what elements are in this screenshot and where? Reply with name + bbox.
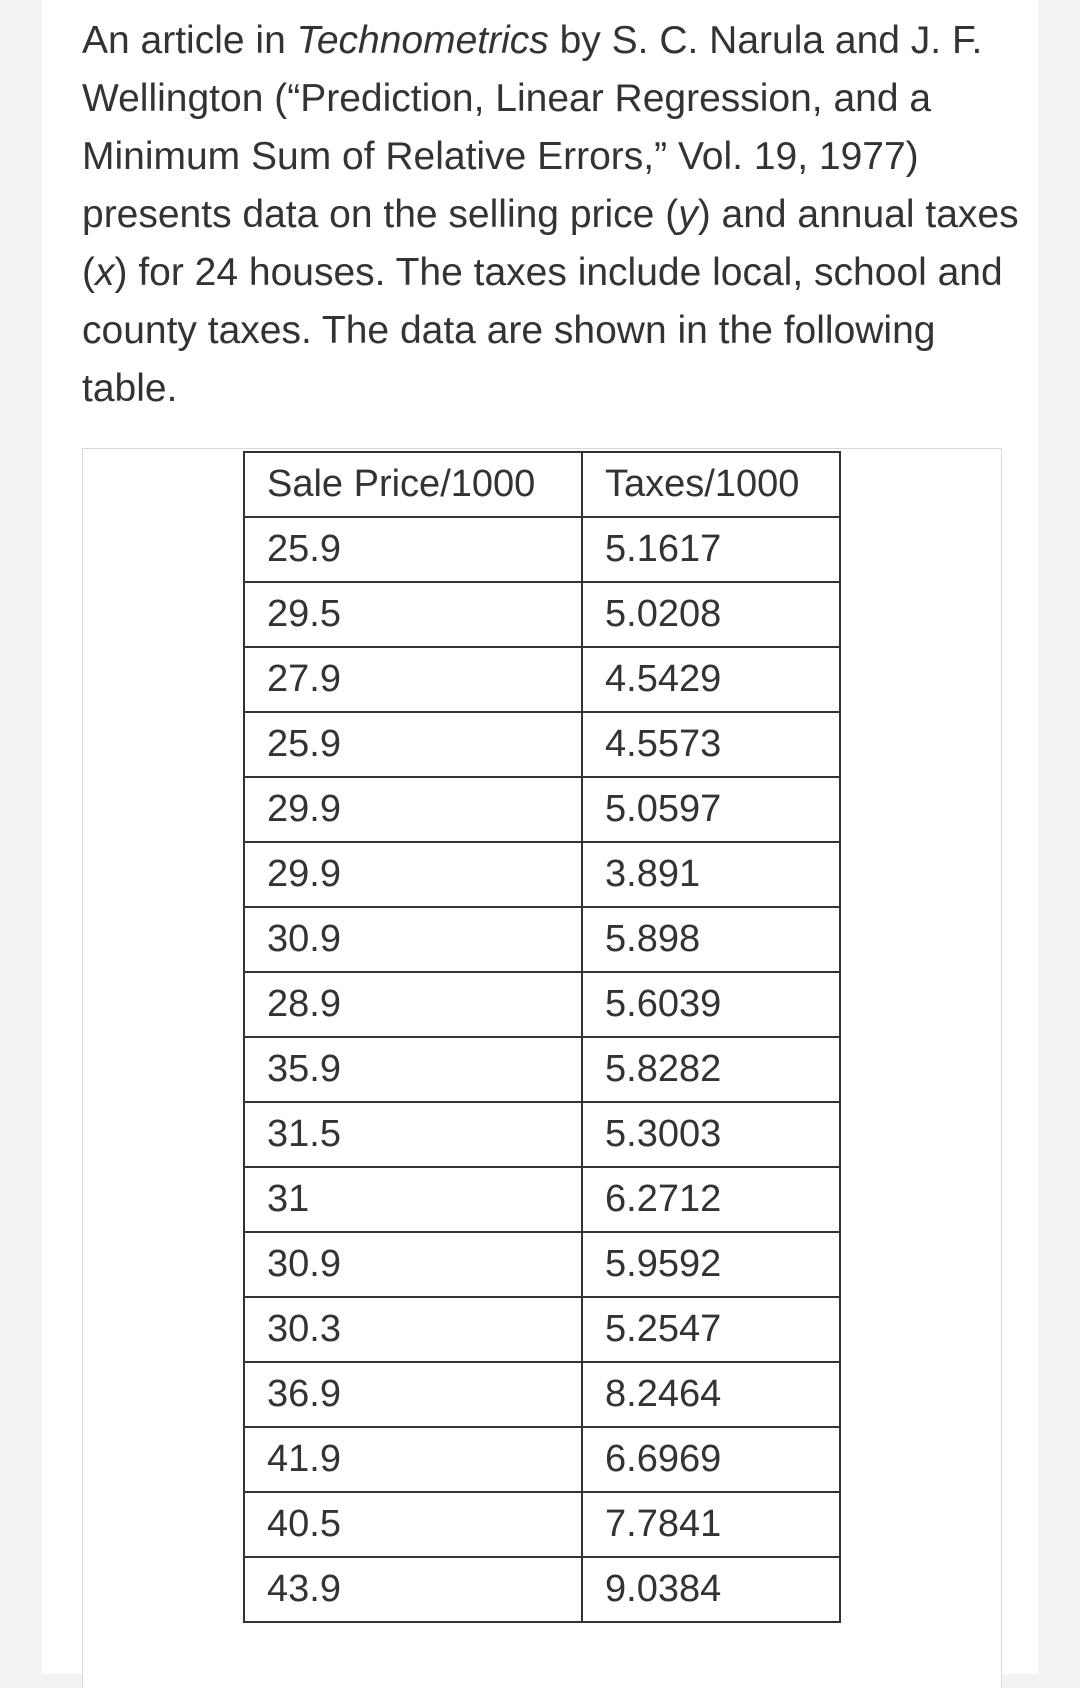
sale-price-cell: 31 <box>244 1167 582 1232</box>
sale-price-cell: 36.9 <box>244 1362 582 1427</box>
column-header-taxes: Taxes/1000 <box>582 452 840 517</box>
sale-price-cell: 35.9 <box>244 1037 582 1102</box>
taxes-cell: 5.0597 <box>582 777 840 842</box>
table-row <box>244 1492 840 1557</box>
table-row <box>244 1557 840 1622</box>
table-row <box>244 777 840 842</box>
taxes-cell: 5.2547 <box>582 1297 840 1362</box>
taxes-cell: 5.898 <box>582 907 840 972</box>
table-row <box>244 1102 840 1167</box>
question-part-3: ) for 24 houses. The taxes include local, school and county taxes. The data are shown in the following table. <box>82 251 1003 410</box>
table-row <box>244 647 840 712</box>
table-row <box>244 907 840 972</box>
column-header-sale-price: Sale Price/1000 <box>244 452 582 517</box>
sale-price-cell: 29.9 <box>244 777 582 842</box>
variable-x: x <box>95 251 115 294</box>
table-row <box>244 1362 840 1427</box>
sale-price-cell: 41.9 <box>244 1427 582 1492</box>
taxes-cell: 5.9592 <box>582 1232 840 1297</box>
question-lead: An article in <box>82 19 297 62</box>
table-header-row <box>244 452 840 517</box>
sale-price-cell: 30.3 <box>244 1297 582 1362</box>
taxes-cell: 5.6039 <box>582 972 840 1037</box>
sale-price-cell: 40.5 <box>244 1492 582 1557</box>
table-row <box>244 1297 840 1362</box>
variable-y: y <box>678 193 698 236</box>
table-row <box>244 842 840 907</box>
content-card <box>42 0 1038 1674</box>
table-container <box>82 448 1002 1688</box>
sale-price-cell: 29.9 <box>244 842 582 907</box>
sale-price-cell: 31.5 <box>244 1102 582 1167</box>
table-row <box>244 1427 840 1492</box>
table-row <box>244 712 840 777</box>
taxes-cell: 6.2712 <box>582 1167 840 1232</box>
table-row <box>244 1167 840 1232</box>
table-row <box>244 582 840 647</box>
table-row <box>244 1232 840 1297</box>
taxes-cell: 5.1617 <box>582 517 840 582</box>
sale-price-cell: 30.9 <box>244 1232 582 1297</box>
taxes-cell: 9.0384 <box>582 1557 840 1622</box>
data-table <box>243 451 841 1623</box>
question-text <box>82 12 1022 418</box>
taxes-cell: 4.5573 <box>582 712 840 777</box>
taxes-cell: 3.891 <box>582 842 840 907</box>
table-row <box>244 972 840 1037</box>
taxes-cell: 5.8282 <box>582 1037 840 1102</box>
sale-price-cell: 30.9 <box>244 907 582 972</box>
sale-price-cell: 29.5 <box>244 582 582 647</box>
taxes-cell: 5.3003 <box>582 1102 840 1167</box>
taxes-cell: 5.0208 <box>582 582 840 647</box>
sale-price-cell: 43.9 <box>244 1557 582 1622</box>
table-row <box>244 1037 840 1102</box>
taxes-cell: 4.5429 <box>582 647 840 712</box>
question-part-2: ) and annual taxes ( <box>82 193 1019 294</box>
taxes-cell: 8.2464 <box>582 1362 840 1427</box>
sale-price-cell: 27.9 <box>244 647 582 712</box>
sale-price-cell: 25.9 <box>244 712 582 777</box>
sale-price-cell: 28.9 <box>244 972 582 1037</box>
sale-price-cell: 25.9 <box>244 517 582 582</box>
table-row <box>244 517 840 582</box>
journal-name: Technometrics <box>296 19 549 62</box>
question-part-1: by S. C. Narula and J. F. Wellington (“Prediction, Linear Regression, and a Minimum Sum of Relative Errors,” Vol. 19, 1977) presents data on the selling price ( <box>82 19 983 236</box>
taxes-cell: 7.7841 <box>582 1492 840 1557</box>
taxes-cell: 6.6969 <box>582 1427 840 1492</box>
